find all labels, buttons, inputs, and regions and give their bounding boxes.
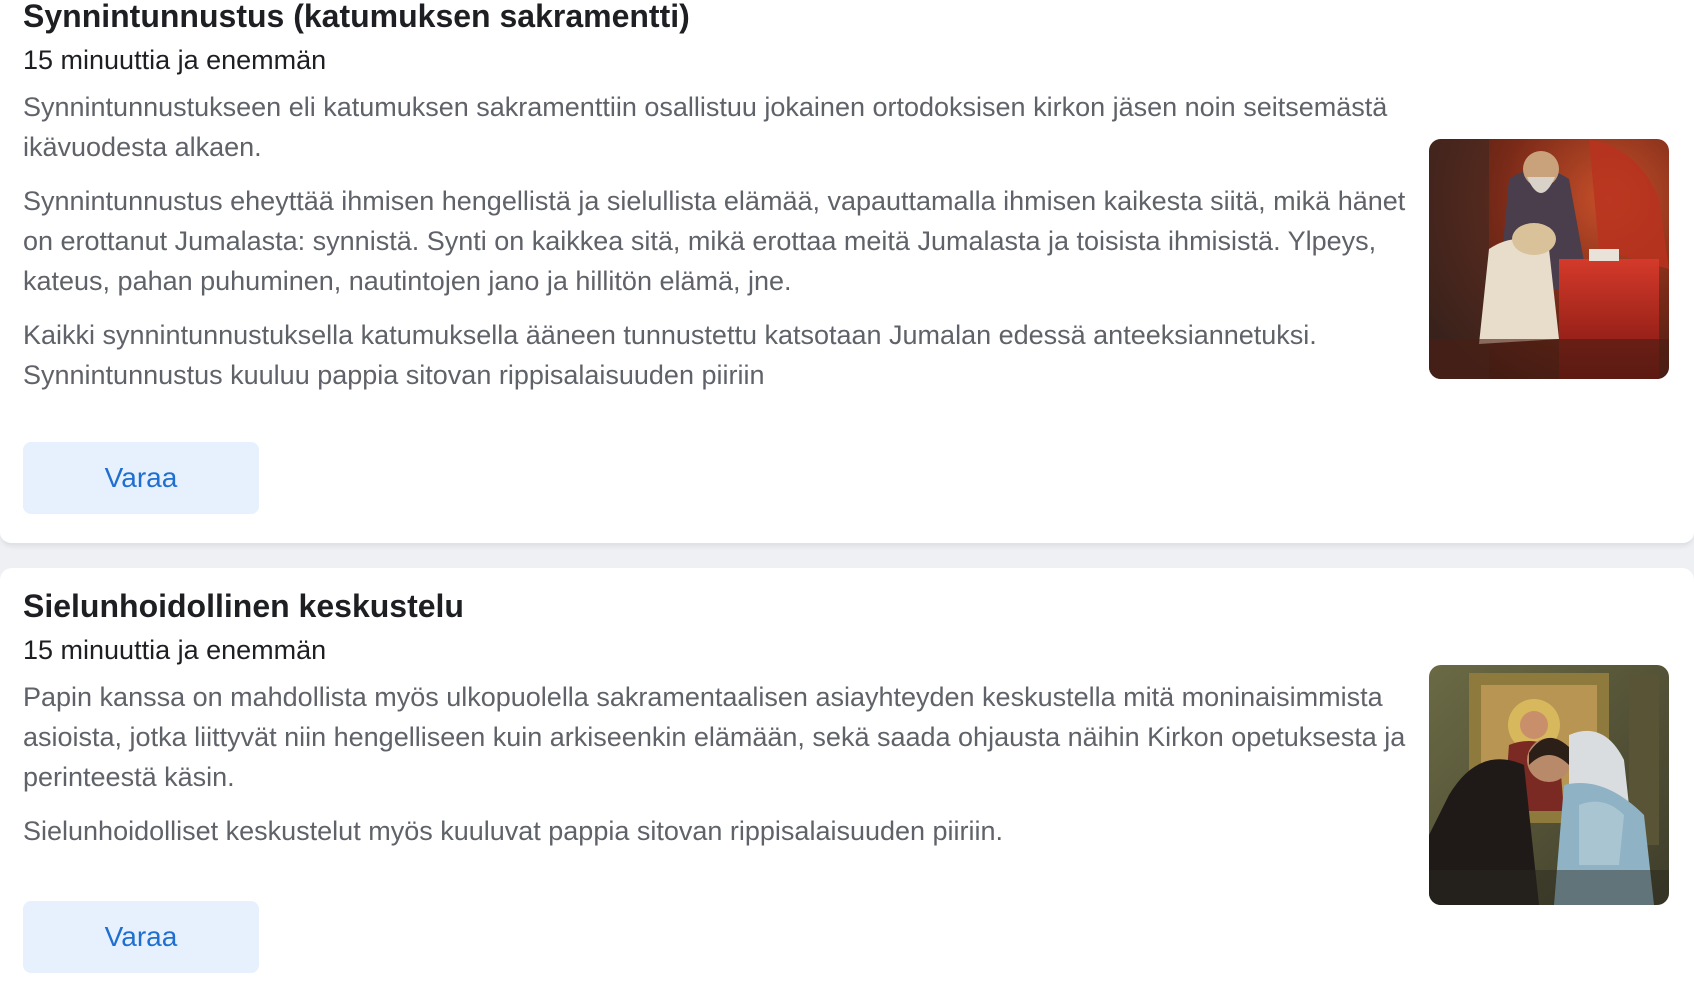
service-title: Synnintunnustus (katumuksen sakramentti) — [23, 0, 690, 34]
description-paragraph: Synnintunnustus eheyttää ihmisen hengellistä ja sielullista elämää, vapauttamalla ihmisen kaikesta siitä, mikä hänet on erottanut Jumalasta: synnistä. Synti on kaikkea sitä, mikä erottaa meitä Jumalasta ja toisista ihmisistä. Ylpeys, kateus, pahan puhuminen, nautintojen jano ja hillitön elämä, jne. — [23, 186, 1406, 296]
book-button[interactable]: Varaa — [23, 442, 259, 514]
description-paragraph: Synnintunnustukseen eli katumuksen sakramenttiin osallistuu jokainen ortodoksisen kirkon jäsen noin seitsemästä ikävuodesta alkaen. — [23, 92, 1388, 162]
pastoral-conversation-painting-icon — [1429, 665, 1669, 905]
description-paragraph: Sielunhoidolliset keskustelut myös kuuluvat pappia sitovan rippisalaisuuden piiriin. — [23, 816, 1004, 846]
service-duration: 15 minuuttia ja enemmän — [23, 45, 327, 75]
service-description — [23, 677, 1413, 865]
book-button[interactable]: Varaa — [23, 901, 259, 973]
description-paragraph: Papin kanssa on mahdollista myös ulkopuolella sakramentaalisen asiayhteyden keskustella mitä moninaisimmista asioista, jotka liittyvät niin hengelliseen kuin arkiseenkin elämään, sekä saada ohjausta näihin Kirkon opetuksesta ja perinteestä käsin. — [23, 682, 1406, 792]
service-duration: 15 minuuttia ja enemmän — [23, 635, 327, 665]
confession-painting-icon — [1429, 139, 1669, 379]
service-title: Sielunhoidollinen keskustelu — [23, 588, 464, 624]
service-description — [23, 87, 1413, 409]
description-paragraph: Kaikki synnintunnustuksella katumuksella ääneen tunnustettu katsotaan Jumalan edessä anteeksiannetuksi. Synnintunnustus kuuluu pappia sitovan rippisalaisuuden piiriin — [23, 320, 1317, 390]
service-card-pastoral — [0, 568, 1694, 994]
